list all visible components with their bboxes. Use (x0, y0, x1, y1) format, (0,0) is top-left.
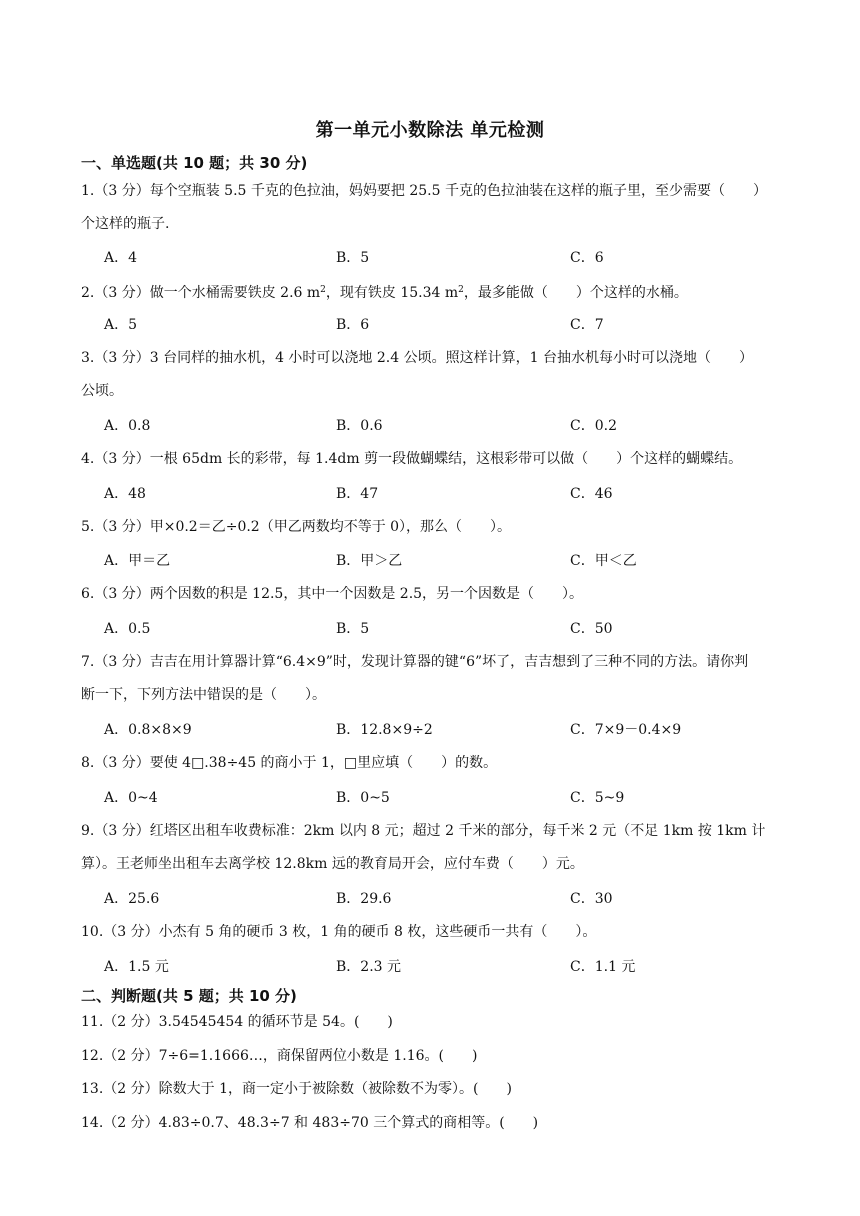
option-b[interactable]: B．0.6 (336, 418, 383, 434)
question-4 (81, 443, 811, 476)
option-c[interactable]: C．50 (570, 621, 613, 637)
option-a[interactable]: A．4 (104, 250, 138, 266)
option-c[interactable]: C．1.1 元 (570, 959, 636, 975)
question-text-continued: 个这样的瓶子. (81, 216, 170, 232)
question-1 (81, 175, 811, 241)
question-text: 3.（3 分）3 台同样的抽水机，4 小时可以浇地 2.4 公顷。照这样计算，1 台抽水机每小时可以浇地（ ） (81, 350, 753, 366)
question-text: 4.（3 分）一根 65dm 长的彩带，每 1.4dm 剪一段做蝴蝶结，这根彩带可以做（ ）个这样的蝴蝶结。 (81, 451, 743, 467)
option-b[interactable]: B．5 (336, 250, 370, 266)
question-text: 9.（3 分）红塔区出租车收费标准：2km 以内 8 元；超过 2 千米的部分，每千米 2 元（不足 1km 按 1km 计 (81, 823, 766, 839)
question-8 (81, 747, 811, 780)
question-text: 1.（3 分）每个空瓶装 5.5 千克的色拉油，妈妈要把 25.5 千克的色拉油装在这样的瓶子里，至少需要（ ） (81, 183, 767, 199)
option-b[interactable]: B．0~5 (336, 790, 390, 806)
question-text: 14.（2 分）4.83÷0.7、48.3÷7 和 483÷70 三个算式的商相等。( ) (81, 1115, 539, 1131)
superscript: 2 (320, 285, 326, 295)
option-a[interactable]: A．25.6 (104, 891, 160, 907)
option-a[interactable]: A．48 (104, 486, 146, 502)
option-b[interactable]: B．5 (336, 621, 370, 637)
question-text-part: ，现有铁皮 15.34 m (325, 285, 459, 301)
question-text: 5.（3 分）甲×0.2＝乙÷0.2（甲乙两数均不等于 0），那么（ ）。 (81, 519, 512, 535)
question-text-continued: 公顷。 (81, 383, 123, 399)
question-6 (81, 578, 811, 611)
option-a[interactable]: A．5 (104, 317, 138, 333)
question-text-continued: 算）。王老师坐出租车去离学校 12.8km 远的教育局开会，应付车费（ ）元。 (81, 856, 584, 872)
question-text: 6.（3 分）两个因数的积是 12.5，其中一个因数是 2.5，另一个因数是（ ）。 (81, 586, 584, 602)
question-7 (81, 646, 811, 712)
option-a[interactable]: A．0.8×8×9 (104, 722, 192, 738)
option-b[interactable]: B．29.6 (336, 891, 392, 907)
question-text: 7.（3 分）吉吉在用计算器计算“6.4×9”时，发现计算器的键“6”坏了，吉吉想到了三种不同的方法。请你判 (81, 654, 749, 670)
option-b[interactable]: B．12.8×9÷2 (336, 722, 433, 738)
option-c[interactable]: C．7×9－0.4×9 (570, 722, 682, 738)
option-c[interactable]: C．甲＜乙 (570, 553, 637, 569)
question-2 (81, 274, 811, 310)
option-c[interactable]: C．30 (570, 891, 613, 907)
question-text: 10.（3 分）小杰有 5 角的硬币 3 枚，1 角的硬币 8 枚，这些硬币一共有（ ）。 (81, 924, 597, 940)
option-c[interactable]: C．7 (570, 317, 604, 333)
option-c[interactable]: C．46 (570, 486, 613, 502)
option-a[interactable]: A．0.5 (104, 621, 151, 637)
option-c[interactable]: C．6 (570, 250, 604, 266)
question-12 (81, 1040, 811, 1073)
question-text: 11.（2 分）3.54545454 的循环节是 54。( ) (81, 1014, 393, 1030)
option-a[interactable]: A．1.5 元 (104, 959, 169, 975)
option-c[interactable]: C．0.2 (570, 418, 617, 434)
question-text-part: 2.（3 分）做一个水桶需要铁皮 2.6 m (81, 285, 321, 301)
question-5 (81, 511, 811, 544)
question-text: 8.（3 分）要使 4□.38÷45 的商小于 1，□里应填（ ）的数。 (81, 755, 498, 771)
question-11 (81, 1006, 811, 1039)
question-text: 13.（2 分）除数大于 1，商一定小于被除数（被除数不为零）。( ) (81, 1081, 512, 1097)
option-b[interactable]: B．6 (336, 317, 370, 333)
question-text: 12.（2 分）7÷6=1.1666…，商保留两位小数是 1.16。( ) (81, 1048, 478, 1064)
question-text-part: ，最多能做（ ）个这样的水桶。 (463, 285, 688, 301)
option-a[interactable]: A．甲＝乙 (104, 553, 171, 569)
question-text-continued: 断一下，下列方法中错误的是（ ）。 (81, 687, 326, 703)
option-a[interactable]: A．0~4 (104, 790, 158, 806)
page-title: 第一单元小数除法 单元检测 (315, 120, 545, 141)
question-13 (81, 1073, 811, 1106)
question-3 (81, 342, 811, 408)
question-14 (81, 1107, 811, 1140)
section-heading-true-false: 二、判断题(共 5 题；共 10 分) (81, 987, 297, 1005)
question-10 (81, 916, 811, 949)
option-c[interactable]: C．5~9 (570, 790, 625, 806)
question-9 (81, 815, 811, 881)
option-a[interactable]: A．0.8 (104, 418, 151, 434)
option-b[interactable]: B．2.3 元 (336, 959, 402, 975)
section-heading-single-choice: 一、单选题(共 10 题；共 30 分) (81, 154, 308, 172)
option-b[interactable]: B．甲＞乙 (336, 553, 403, 569)
option-b[interactable]: B．47 (336, 486, 379, 502)
superscript: 2 (458, 285, 464, 295)
